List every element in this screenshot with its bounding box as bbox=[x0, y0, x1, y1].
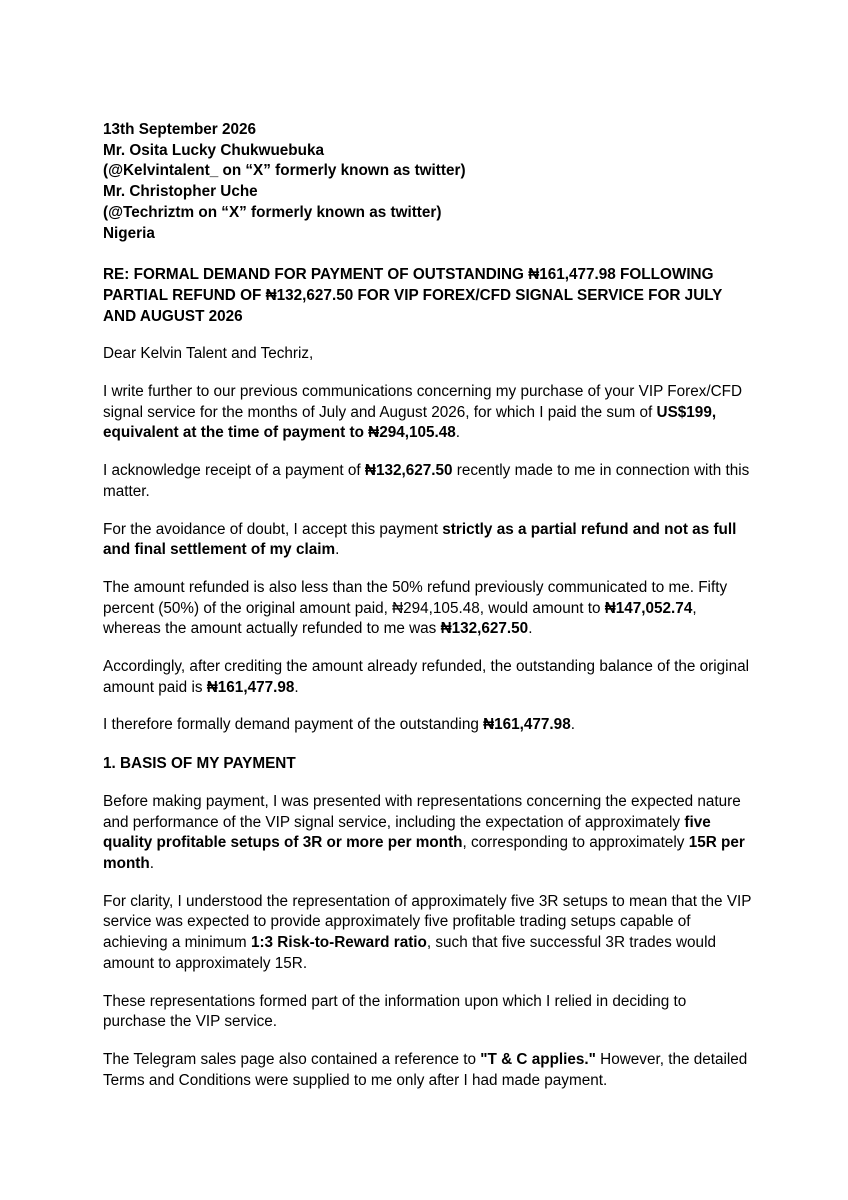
paragraph-end: However, the detailed Terms and Conditions were supplied to me only after I had made payment. bbox=[103, 1050, 748, 1089]
paragraph-text: For the avoidance of doubt, I accept this payment bbox=[103, 520, 443, 538]
paragraph-bold: 1:3 Risk-to-Reward ratio bbox=[250, 934, 427, 952]
paragraph-text: The amount refunded is also less than the 50% refund previously communicated to me. Fifty percent (50%) of the original amount paid, ₦294,105.48, would amount to bbox=[103, 578, 728, 617]
paragraph-text: For clarity, I understood the representation of approximately five 3R setups to mean that the VIP service was expected to provide approximately five profitable trading setups capable of achieving a minimum bbox=[103, 892, 752, 952]
paragraph-receipt bbox=[103, 461, 753, 502]
paragraph-outstanding-balance bbox=[103, 657, 753, 698]
paragraph-end: . bbox=[528, 620, 533, 638]
paragraph-end: . bbox=[570, 716, 575, 734]
paragraph-text: Before making payment, I was presented with representations concerning the expected nature and performance of the VIP signal service, including the expectation of approximately bbox=[103, 792, 741, 831]
paragraph-text: I therefore formally demand payment of the outstanding bbox=[103, 716, 484, 734]
recipient-country: Nigeria bbox=[103, 224, 155, 242]
section-heading-basis-of-payment: 1. BASIS OF MY PAYMENT bbox=[103, 755, 296, 773]
recipient-1-handle: (@Kelvintalent_ on “X” formerly known as twitter) bbox=[103, 162, 466, 180]
paragraph-purchase bbox=[103, 382, 753, 444]
paragraph-bold: strictly as a partial refund and not as full and final settlement of my claim bbox=[103, 520, 737, 559]
paragraph-partial-refund bbox=[103, 520, 753, 561]
paragraph-reliance: These representations formed part of the information upon which I relied in deciding to purchase the VIP service. bbox=[103, 992, 687, 1031]
salutation: Dear Kelvin Talent and Techriz, bbox=[103, 345, 314, 363]
recipient-2-name: Mr. Christopher Uche bbox=[103, 183, 258, 201]
paragraph-clarity bbox=[103, 892, 753, 975]
paragraph-bold: US$199, equivalent at the time of payment to ₦294,105.48 bbox=[103, 403, 717, 442]
paragraph-end: recently made to me in connection with this matter. bbox=[103, 462, 750, 500]
letter-header bbox=[103, 120, 753, 244]
paragraph-bold: ₦132,627.50 bbox=[440, 620, 529, 638]
letter-page bbox=[103, 120, 753, 1091]
paragraph-text: I write further to our previous communications concerning my purchase of your VIP Forex/CFD signal service for the months of July and August 2026, for which I paid the sum of bbox=[103, 383, 743, 421]
paragraph-bold: ₦161,477.98 bbox=[483, 716, 571, 734]
paragraph-end: . bbox=[294, 678, 299, 696]
paragraph-mid: , whereas the amount actually refunded to me was bbox=[103, 599, 697, 638]
paragraph-bold: five quality profitable setups of 3R or more per month bbox=[103, 813, 711, 852]
paragraph-end: . bbox=[455, 424, 461, 442]
letter-date: 13th September 2026 bbox=[103, 121, 257, 138]
paragraph-text: The Telegram sales page also contained a reference to bbox=[103, 1050, 481, 1068]
paragraph-terms-conditions bbox=[103, 1050, 753, 1091]
paragraph-bold: "T & C applies." bbox=[480, 1050, 596, 1068]
paragraph-text: I acknowledge receipt of a payment of bbox=[103, 462, 365, 480]
recipient-2-handle: (@Techriztm on “X” formerly known as twitter) bbox=[103, 203, 442, 221]
paragraph-bold: ₦161,477.98 bbox=[206, 678, 295, 696]
recipient-1-name: Mr. Osita Lucky Chukwuebuka bbox=[103, 141, 325, 159]
paragraph-bold: 15R per month bbox=[103, 834, 745, 872]
paragraph-bold: ₦132,627.50 bbox=[364, 462, 453, 480]
paragraph-representations bbox=[103, 792, 753, 875]
paragraph-demand bbox=[103, 715, 753, 736]
paragraph-refund-shortfall bbox=[103, 578, 753, 640]
paragraph-end: . bbox=[149, 854, 154, 872]
paragraph-text: Accordingly, after crediting the amount already refunded, the outstanding balance of the original amount paid is bbox=[103, 658, 749, 696]
letter-subject: RE: FORMAL DEMAND FOR PAYMENT OF OUTSTANDING ₦161,477.98 FOLLOWING PARTIAL REFUND OF ₦132,627.50 FOR VIP FOREX/CFD SIGNAL SERVICE FOR JULY AND AUGUST 2026 bbox=[103, 266, 723, 325]
paragraph-bold: ₦147,052.74 bbox=[604, 599, 693, 617]
paragraph-mid: , corresponding to approximately bbox=[462, 834, 689, 852]
paragraph-end: . bbox=[335, 541, 340, 559]
paragraph-end: , such that five successful 3R trades would amount to approximately 15R. bbox=[103, 934, 716, 972]
